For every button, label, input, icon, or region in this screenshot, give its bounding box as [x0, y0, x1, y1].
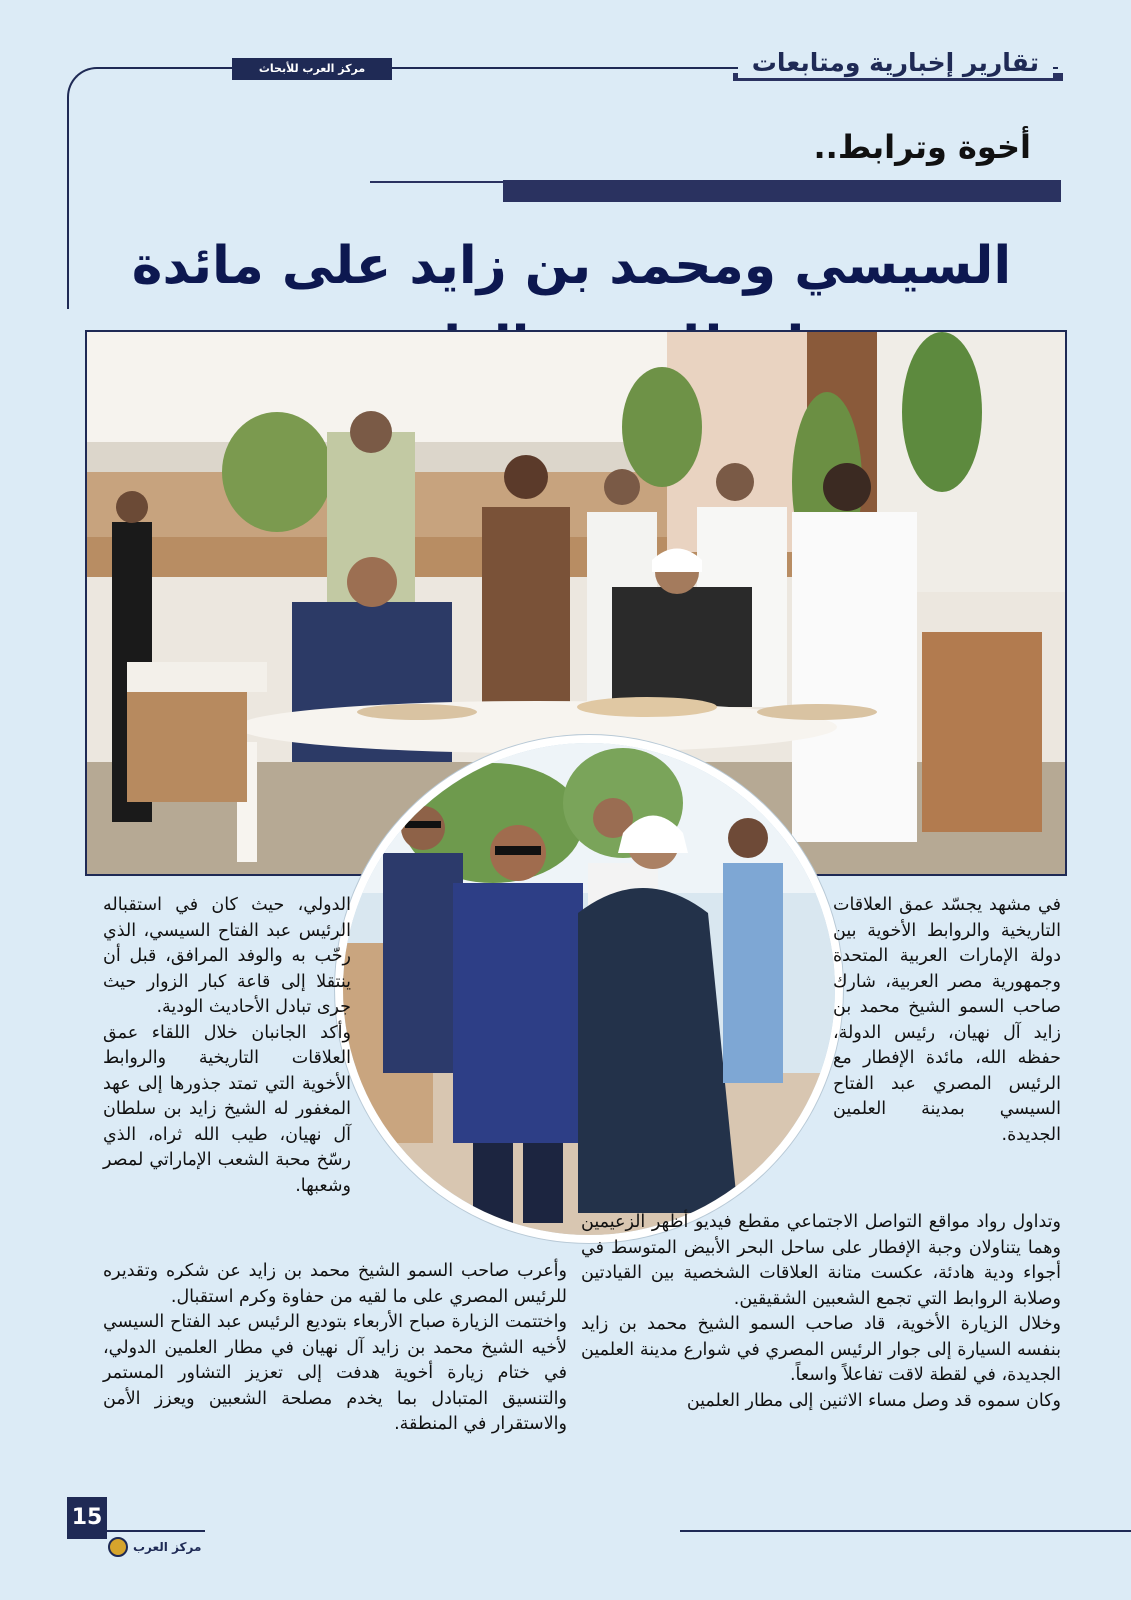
inset-circle-photo: [335, 735, 843, 1243]
footer-brand: [108, 1537, 201, 1557]
section-label: تقارير إخبارية ومتابعات: [738, 48, 1053, 78]
article-headline: السيسي ومحمد بن زايد على مائدة: [131, 236, 1012, 296]
paragraph: وتداول رواد مواقع التواصل الاجتماعي مقطع فيديو أظهر الزعيمين وهما يتناولان وجبة الإفطار على ساحل البحر الأبيض المتوسط في أجواء ودية هادئة، عكست متانة العلاقات الشخصية بين القيادتين وصلابة الروابط التي تجمع الشعبين الشقيقين.: [581, 1212, 1061, 1309]
body-column-bottom-left: [103, 1259, 567, 1438]
paragraph: وأكد الجانبان خلال اللقاء عمق العلاقات التاريخية والروابط الأخوية التي تمتد جذورها إلى عهد المغفور له الشيخ زايد بن سلطان آل نهيان، طيب الله ثراه، الذي رسّخ محبة الشعب الإماراتي لمصر وشعبها.: [103, 1022, 351, 1196]
paragraph: وأعرب صاحب السمو الشيخ محمد بن زايد عن شكره وتقديره للرئيس المصري على ما لقيه من حفاوة وكرم استقبال.: [103, 1261, 567, 1307]
body-column-right-top: [833, 893, 1061, 1148]
paragraph: واختتمت الزيارة صباح الأربعاء بتوديع الرئيس عبد الفتاح السيسي لأخيه الشيخ محمد بن زايد آل نهيان في مطار العلمين الدولي، في ختام زيارة أخوية هدفت إلى تعزيز التشاور المستمر والتنسيق المتبادل بما يخدم مصلحة الشعبين ويعزز الأمن والاستقرار في المنطقة.: [103, 1312, 567, 1434]
paragraph: وكان سموه قد وصل مساء الاثنين إلى مطار العلمين: [686, 1390, 1061, 1411]
paragraph: وخلال الزيارة الأخوية، قاد صاحب السمو الشيخ محمد بن زايد بنفسه السيارة إلى جوار الرئيس المصري في شوارع مدينة العلمين الجديدة، في لقطة لاقت تفاعلاً واسعاً.: [581, 1314, 1061, 1385]
brand-tag: مركز العرب للأبحاث: [232, 58, 392, 80]
kicker-thin-rule: [370, 181, 510, 183]
inset-photo-illustration: [343, 743, 835, 1235]
footer-rule-left: [67, 1530, 205, 1532]
page-number: 15: [67, 1497, 107, 1539]
body-column-left-top: [103, 893, 351, 1199]
paragraph: الدولي، حيث كان في استقباله الرئيس عبد الفتاح السيسي، الذي رحّب به والوفد المرافق، قبل أن ينتقلا إلى قاعة كبار الزوار حيث جرى تبادل الأحاديث الودية.: [103, 895, 351, 1017]
brand-logo-icon: [108, 1537, 128, 1557]
kicker-bar: [503, 180, 1061, 202]
footer-brand-label: مركز العرب: [133, 1540, 202, 1554]
body-column-bottom-right: [581, 1210, 1061, 1414]
footer-rule-right: [680, 1530, 1131, 1532]
paragraph: في مشهد يجسّد عمق العلاقات التاريخية والروابط الأخوية بين دولة الإمارات العربية المتحدة وجمهورية مصر العربية، شارك صاحب السمو الشيخ محمد بن زايد آل نهيان، رئيس الدولة، حفظه الله، مائدة الإفطار مع الرئيس المصري عبد الفتاح السيسي بمدينة العلمين الجديدة.: [833, 895, 1061, 1145]
article-kicker: أخوة وترابط..: [813, 128, 1031, 166]
